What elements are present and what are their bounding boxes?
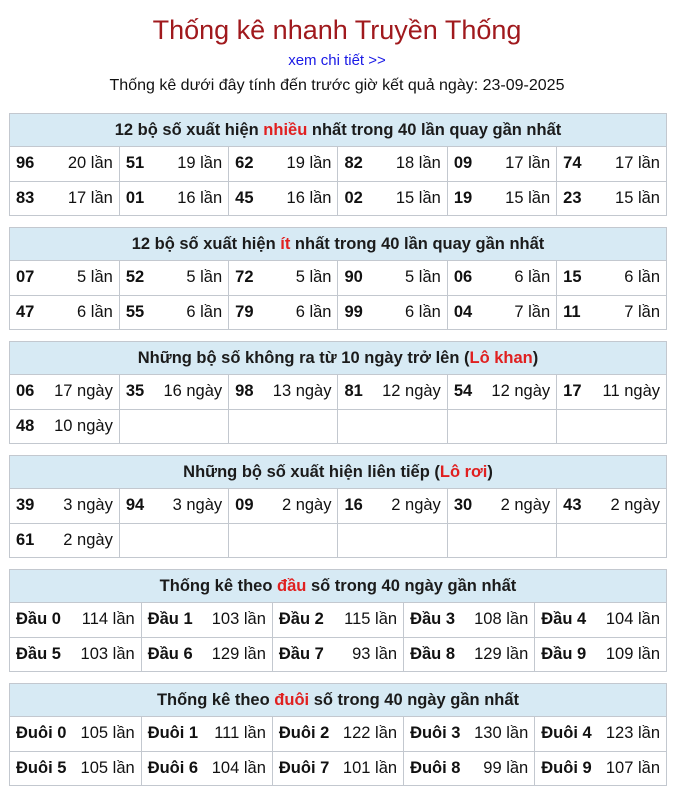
stat-cell <box>141 717 272 751</box>
stat-number: 43 <box>563 496 582 515</box>
duoi-section <box>9 683 667 786</box>
stat-cell <box>229 375 338 409</box>
stats-table <box>10 717 666 785</box>
stat-cell-content <box>235 268 331 287</box>
section-title-prefix: 12 bộ số xuất hiện <box>131 235 281 253</box>
stat-count: 2 ngày <box>63 530 113 549</box>
least-frequent-section <box>9 227 667 330</box>
stat-cell-content <box>148 724 266 743</box>
stat-cell-content <box>148 610 266 629</box>
stat-cell <box>447 489 556 523</box>
stat-cell-content <box>541 645 660 664</box>
stat-number: Đầu 8 <box>410 644 455 663</box>
stat-cell <box>447 181 556 215</box>
page-subtitle: Thống kê dưới đây tính đến trước giờ kết quả ngày: 23-09-2025 <box>109 77 565 94</box>
stat-count: 99 lần <box>483 758 529 777</box>
stat-cell-content <box>148 759 266 778</box>
stat-number: Đuôi 3 <box>410 724 461 743</box>
stat-cell-content <box>279 759 397 778</box>
stat-cell <box>272 603 403 637</box>
stat-cell <box>272 751 403 785</box>
stat-count: 17 lần <box>67 188 113 207</box>
most-frequent-section <box>9 113 667 216</box>
stat-cell-content <box>16 189 113 208</box>
stat-cell-content <box>541 724 660 743</box>
stat-cell <box>557 261 666 295</box>
stat-number: 90 <box>344 268 363 287</box>
section-title-prefix: Thống kê theo <box>159 577 278 595</box>
stat-number: 72 <box>235 268 254 287</box>
stat-count: 2 ngày <box>610 496 660 515</box>
stat-number: 74 <box>563 154 582 173</box>
stat-count: 111 lần <box>214 724 266 743</box>
stat-cell <box>141 751 272 785</box>
stat-cell <box>557 375 666 409</box>
section-title-suffix: số trong 40 ngày gần nhất <box>306 577 517 595</box>
stat-cell <box>229 409 338 443</box>
stat-count: 104 lần <box>211 758 266 777</box>
view-details-link[interactable]: xem chi tiết >> <box>288 52 386 69</box>
stat-number: 02 <box>344 188 363 207</box>
stat-cell-content <box>16 645 135 664</box>
stat-number: 04 <box>453 302 473 321</box>
stat-number: Đuôi 8 <box>410 758 461 777</box>
stat-cell <box>447 147 556 181</box>
stat-cell <box>447 295 556 329</box>
stat-count: 6 lần <box>77 302 113 321</box>
stat-number: 98 <box>235 382 254 401</box>
stat-number: Đầu 0 <box>16 610 61 629</box>
stat-number: 54 <box>453 382 473 401</box>
stat-cell-content <box>126 303 222 322</box>
stat-cell <box>557 181 666 215</box>
stat-number: Đầu 1 <box>147 610 193 629</box>
stat-number: 79 <box>235 302 254 321</box>
stat-number: 17 <box>563 382 582 401</box>
stat-cell-content <box>563 496 660 515</box>
table-row <box>10 147 666 181</box>
stat-number: 06 <box>453 268 473 287</box>
section-title <box>10 114 666 147</box>
stat-number: 16 <box>344 496 363 515</box>
stat-cell-content <box>16 303 113 322</box>
stat-number: 35 <box>125 382 145 401</box>
stat-number: Đầu 3 <box>410 610 455 629</box>
stat-cell-content <box>148 645 266 664</box>
stat-count: 107 lần <box>605 758 660 777</box>
stat-count: 10 ngày <box>54 416 113 435</box>
stat-count: 3 ngày <box>63 496 113 515</box>
stat-cell <box>272 637 403 671</box>
stat-cell <box>119 375 228 409</box>
stat-cell-content <box>454 189 550 208</box>
stat-cell <box>338 523 447 557</box>
stat-cell-content <box>563 268 660 287</box>
stat-count: 105 lần <box>80 724 135 743</box>
stat-number: 96 <box>16 154 35 173</box>
section-title-suffix: ) <box>487 463 493 481</box>
stat-cell <box>119 147 228 181</box>
stat-count: 6 lần <box>624 268 660 287</box>
stat-cell <box>229 181 338 215</box>
stat-count: 114 lần <box>81 610 135 629</box>
stat-number: 47 <box>16 302 35 321</box>
table-row <box>10 489 666 523</box>
stats-table <box>10 375 666 443</box>
stat-number: Đuôi 4 <box>541 724 592 743</box>
stat-cell-content <box>16 154 113 173</box>
stat-cell-content <box>126 268 222 287</box>
stat-number: Đuôi 0 <box>16 724 67 743</box>
stat-number: Đuôi 1 <box>147 724 199 743</box>
table-row <box>10 375 666 409</box>
table-row <box>10 637 666 671</box>
stat-cell <box>447 523 556 557</box>
stat-cell-content <box>410 645 528 664</box>
stat-number: 61 <box>16 530 35 549</box>
stat-number: 48 <box>16 416 35 435</box>
section-title-highlight: Lô khan <box>469 349 533 367</box>
stat-cell-content <box>279 724 397 743</box>
stat-cell <box>338 375 447 409</box>
stat-count: 5 lần <box>295 268 332 287</box>
stat-cell <box>338 489 447 523</box>
stat-cell <box>535 603 666 637</box>
stat-cell-content <box>235 189 331 208</box>
stat-cell <box>229 489 338 523</box>
section-title-highlight: đầu <box>277 577 307 595</box>
stat-cell-content <box>410 610 528 629</box>
stat-number: 11 <box>563 302 581 321</box>
stat-cell <box>229 295 338 329</box>
stat-cell <box>10 523 119 557</box>
stat-count: 16 ngày <box>163 382 223 401</box>
stat-cell-content <box>279 610 397 629</box>
stat-cell <box>10 295 119 329</box>
section-title-highlight: Lô rơi <box>439 463 488 481</box>
stat-cell-content <box>16 382 113 401</box>
stat-cell <box>447 409 556 443</box>
stat-cell <box>404 751 535 785</box>
stat-count: 105 lần <box>80 758 135 777</box>
stat-cell <box>338 147 447 181</box>
stat-cell <box>119 523 228 557</box>
table-row <box>10 717 666 751</box>
stat-cell-content <box>344 189 440 208</box>
stat-number: 15 <box>563 268 582 287</box>
stat-number: 51 <box>125 154 145 173</box>
stat-count: 5 lần <box>186 268 223 287</box>
stat-cell-content <box>563 189 660 208</box>
stat-cell-content <box>235 496 331 515</box>
stat-number: 39 <box>16 496 35 515</box>
stat-number: 19 <box>453 188 473 207</box>
section-title-suffix: nhất trong 40 lần quay gần nhất <box>290 235 545 253</box>
stat-cell-content <box>235 303 331 322</box>
stat-number: Đuôi 6 <box>147 758 199 777</box>
stat-cell <box>338 295 447 329</box>
stat-number: Đuôi 5 <box>16 758 67 777</box>
stat-cell-content <box>16 724 135 743</box>
lo-khan-section <box>9 341 667 444</box>
stat-number: 83 <box>16 188 35 207</box>
stat-cell-content <box>279 645 397 664</box>
stat-count: 2 ngày <box>281 496 332 515</box>
stat-count: 129 lần <box>474 644 529 663</box>
stat-cell-content <box>344 382 440 401</box>
stat-number: Đầu 9 <box>541 644 587 663</box>
stat-number: 99 <box>344 302 363 321</box>
stat-number: 30 <box>453 496 473 515</box>
section-title-prefix: 12 bộ số xuất hiện <box>114 121 264 139</box>
stats-table <box>10 489 666 557</box>
stat-cell <box>119 261 228 295</box>
section-title-highlight: ít <box>280 235 291 253</box>
stat-count: 12 ngày <box>382 382 441 401</box>
stat-cell-content <box>126 382 222 401</box>
stat-cell-content <box>410 724 528 743</box>
stat-cell <box>119 295 228 329</box>
stat-cell-content <box>16 496 113 515</box>
stat-cell <box>10 261 119 295</box>
stat-cell <box>119 409 228 443</box>
stat-cell <box>10 181 119 215</box>
section-title-highlight: nhiều <box>263 121 308 139</box>
stat-cell <box>338 409 447 443</box>
stat-cell <box>229 261 338 295</box>
stat-count: 5 lần <box>77 268 113 287</box>
stat-count: 15 lần <box>505 188 551 207</box>
stat-number: 81 <box>344 382 363 401</box>
table-row <box>10 751 666 785</box>
stats-table <box>10 603 666 671</box>
stat-number: Đầu 6 <box>147 644 193 663</box>
section-title-highlight: đuôi <box>274 691 310 709</box>
stat-number: Đuôi 9 <box>541 758 592 777</box>
section-title <box>10 228 666 261</box>
stat-cell-content <box>344 303 440 322</box>
stat-cell <box>10 717 141 751</box>
stat-cell-content <box>454 268 550 287</box>
stat-cell-content <box>563 154 660 173</box>
stat-count: 6 lần <box>405 302 441 321</box>
stat-cell-content <box>235 382 331 401</box>
section-title-prefix: Thống kê theo <box>156 691 275 709</box>
stat-cell-content <box>563 382 660 401</box>
stat-cell-content <box>16 610 135 629</box>
stat-cell <box>229 147 338 181</box>
stat-number: 82 <box>344 154 363 173</box>
stat-cell-content <box>454 303 550 322</box>
stat-cell <box>535 717 666 751</box>
table-row <box>10 603 666 637</box>
stat-cell-content <box>16 268 113 287</box>
stat-cell <box>10 489 119 523</box>
section-title <box>10 570 666 603</box>
stat-cell-content <box>541 610 660 629</box>
table-row <box>10 295 666 329</box>
stat-cell <box>535 751 666 785</box>
stat-cell-content <box>563 303 660 322</box>
stat-count: 108 lần <box>474 610 529 629</box>
stat-cell <box>10 603 141 637</box>
stat-number: 45 <box>235 188 254 207</box>
stat-number: 09 <box>235 496 254 515</box>
stat-count: 19 lần <box>177 154 223 173</box>
table-row <box>10 181 666 215</box>
stat-number: 94 <box>125 496 145 515</box>
stat-cell <box>10 409 119 443</box>
stat-cell <box>557 147 666 181</box>
stat-cell-content <box>16 759 135 778</box>
stat-count: 93 lần <box>352 644 398 663</box>
stat-count: 7 lần <box>514 302 551 321</box>
stat-count: 12 ngày <box>491 382 551 401</box>
stat-cell <box>119 181 228 215</box>
stat-cell <box>535 637 666 671</box>
stat-count: 2 ngày <box>391 496 441 515</box>
stat-cell <box>404 637 535 671</box>
table-row <box>10 261 666 295</box>
section-title <box>10 456 666 489</box>
stat-number: Đuôi 2 <box>278 724 330 743</box>
stat-count: 109 lần <box>605 644 660 663</box>
stat-count: 2 ngày <box>500 496 551 515</box>
stat-count: 101 lần <box>342 758 398 777</box>
stat-count: 6 lần <box>514 268 551 287</box>
stats-table <box>10 261 666 329</box>
stat-number: Đầu 4 <box>541 610 587 629</box>
stat-count: 130 lần <box>474 724 529 743</box>
stat-cell <box>10 637 141 671</box>
page-title: Thống kê nhanh Truyền Thống <box>152 15 522 45</box>
stat-cell-content <box>126 154 222 173</box>
stat-count: 20 lần <box>67 154 113 173</box>
stat-count: 17 lần <box>505 154 551 173</box>
section-title <box>10 684 666 717</box>
stat-count: 15 lần <box>615 188 660 207</box>
stat-cell <box>119 489 228 523</box>
stat-cell-content <box>454 382 550 401</box>
stat-count: 19 lần <box>286 154 332 173</box>
stat-cell-content <box>410 759 528 778</box>
stat-cell-content <box>344 496 440 515</box>
stat-count: 17 ngày <box>54 382 113 401</box>
stat-cell <box>229 523 338 557</box>
stat-number: 06 <box>16 382 35 401</box>
section-title-suffix: nhất trong 40 lần quay gần nhất <box>307 121 562 139</box>
stat-cell <box>447 375 556 409</box>
section-title-prefix: Những bộ số xuất hiện liên tiếp ( <box>183 463 440 481</box>
stat-cell <box>10 375 119 409</box>
stat-count: 122 lần <box>342 724 398 743</box>
stat-number: 55 <box>125 302 145 321</box>
stat-cell-content <box>126 496 222 515</box>
stat-cell <box>141 603 272 637</box>
stat-cell <box>404 603 535 637</box>
stat-count: 17 lần <box>615 154 660 173</box>
stat-count: 7 lần <box>624 302 660 321</box>
stat-cell-content <box>344 154 440 173</box>
stat-count: 16 lần <box>286 188 332 207</box>
stat-cell-content <box>541 759 660 778</box>
stat-count: 103 lần <box>80 644 135 663</box>
stat-cell <box>447 261 556 295</box>
stat-count: 5 lần <box>405 268 441 287</box>
stat-count: 115 lần <box>344 610 398 629</box>
stat-number: Đầu 2 <box>278 610 324 629</box>
stat-number: Đầu 7 <box>278 644 324 663</box>
stat-count: 104 lần <box>605 610 660 629</box>
stat-number: Đầu 5 <box>16 644 61 663</box>
stat-cell-content <box>126 189 222 208</box>
stat-count: 129 lần <box>211 644 266 663</box>
dau-section <box>9 569 667 672</box>
stat-count: 13 ngày <box>272 382 332 401</box>
stat-number: Đuôi 7 <box>278 758 330 777</box>
stat-count: 18 lần <box>395 154 441 173</box>
stat-cell <box>557 523 666 557</box>
stat-cell <box>404 717 535 751</box>
stat-cell-content <box>454 154 550 173</box>
stat-count: 6 lần <box>295 302 332 321</box>
stat-number: 07 <box>16 268 35 287</box>
stat-cell-content <box>454 496 550 515</box>
table-row <box>10 523 666 557</box>
stat-cell <box>557 409 666 443</box>
stat-count: 16 lần <box>177 188 223 207</box>
section-title-prefix: Những bộ số không ra từ 10 ngày trở lên ( <box>137 349 470 367</box>
lo-roi-section <box>9 455 667 558</box>
stat-count: 11 ngày <box>602 382 660 401</box>
stat-count: 6 lần <box>186 302 223 321</box>
stat-number: 62 <box>235 154 254 173</box>
section-title-suffix: số trong 40 ngày gần nhất <box>309 691 520 709</box>
stats-table <box>10 147 666 215</box>
stat-cell <box>141 637 272 671</box>
stat-cell <box>338 261 447 295</box>
stat-count: 103 lần <box>211 610 266 629</box>
stat-count: 15 lần <box>395 188 441 207</box>
table-row <box>10 409 666 443</box>
stat-cell <box>557 295 666 329</box>
stat-cell <box>10 147 119 181</box>
stat-cell <box>557 489 666 523</box>
stat-cell <box>10 751 141 785</box>
stat-number: 23 <box>563 188 582 207</box>
stat-count: 123 lần <box>605 724 660 743</box>
stat-cell-content <box>344 268 440 287</box>
stat-count: 3 ngày <box>172 496 223 515</box>
stat-number: 09 <box>453 154 473 173</box>
stat-number: 01 <box>125 188 145 207</box>
stat-cell-content <box>16 417 113 436</box>
stat-cell-content <box>16 531 113 550</box>
stat-cell <box>272 717 403 751</box>
stat-cell <box>338 181 447 215</box>
stat-number: 52 <box>125 268 145 287</box>
stat-cell-content <box>235 154 331 173</box>
section-title <box>10 342 666 375</box>
section-title-suffix: ) <box>532 349 539 367</box>
